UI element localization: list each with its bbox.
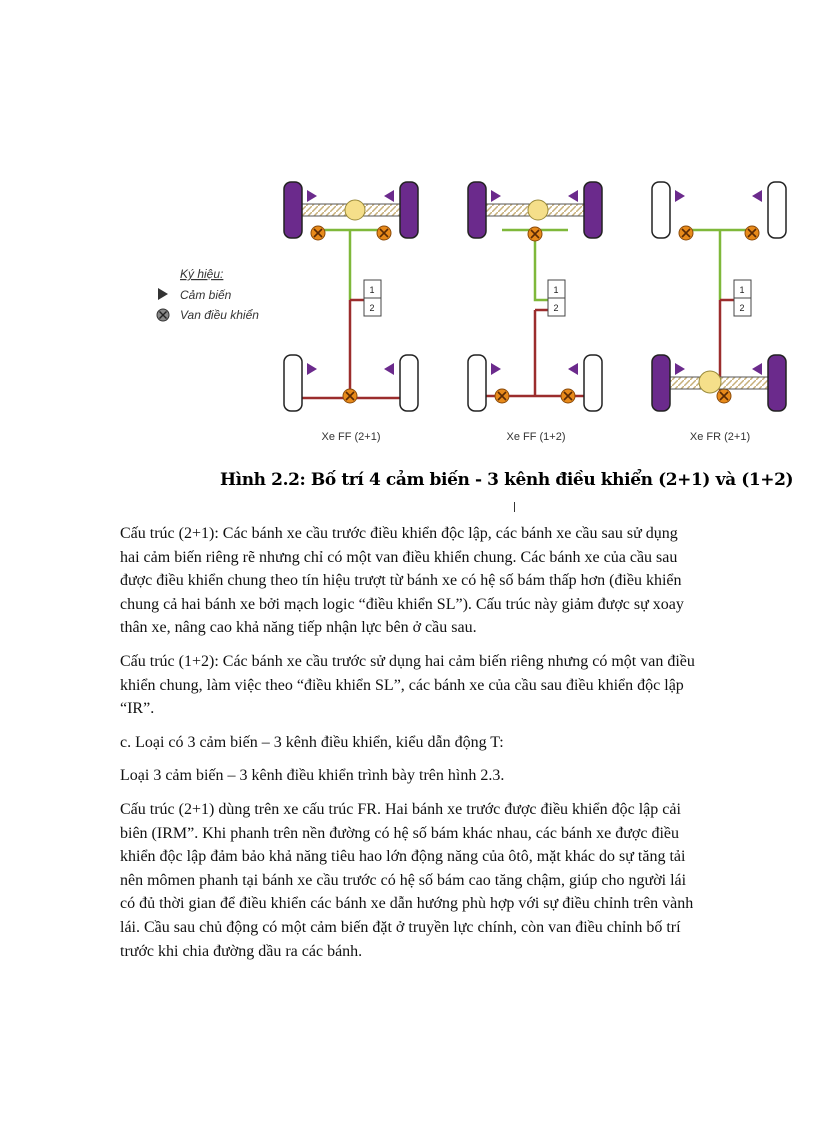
- paragraph: Cấu trúc (2+1) dùng trên xe cấu trúc FR. Hai bánh xe trước được điều khiển độc lập cải biên (IRM”. Khi phanh trên nền đường có hệ số bám khác nhau, các bánh xe được điều khiển độc lập đảm bảo khả năng tiêu hao lớn động năng của ôtô, mặt khác do sự tăng tải nên mômen phanh tại bánh xe cầu trước có hệ số bám cao tăng chậm, giúp cho người lái có đủ thời gian để điều khiển các bánh xe dẫn hướng phù hợp với sự điều chỉnh trên vành lái. Cầu sau chủ động có một cảm biến đặt ở truyền lực chính, còn van điều chỉnh bố trí trước khi chia đường dầu ra các bánh.: [120, 800, 694, 960]
- legend-valve-label: Van điều khiển: [180, 308, 259, 322]
- legend-sensor-label: Cảm biến: [180, 288, 232, 302]
- paragraph: Loại 3 cảm biến – 3 kênh điều khiển trình bày trên hình 2.3.: [120, 767, 505, 785]
- ecu-label: 2: [553, 303, 559, 313]
- valve-icon: [717, 389, 731, 403]
- sensor-icon: [675, 363, 685, 375]
- valve-icon: [561, 389, 575, 403]
- sensor-icon: [491, 190, 501, 202]
- sensor-icon: [384, 190, 394, 202]
- rear-right-wheel: [400, 355, 418, 411]
- valve-legend-icon: [157, 309, 169, 321]
- sensor-icon: [568, 190, 578, 202]
- ecu-label: 2: [369, 303, 375, 313]
- paragraph: c. Loại có 3 cảm biến – 3 kênh điều khiển, kiểu dẫn động T:: [120, 733, 504, 751]
- valve-icon: [679, 226, 693, 240]
- valve-icon: [528, 227, 542, 241]
- sensor-icon: [752, 363, 762, 375]
- diagram-ff-1-2: [468, 182, 602, 443]
- rear-left-wheel: [652, 355, 670, 411]
- diagram-ff-2-1: [284, 182, 418, 443]
- front-right-wheel: [400, 182, 418, 238]
- ecu-label: 2: [739, 303, 745, 313]
- diagram-label: Xe FR (2+1): [689, 431, 751, 443]
- valve-icon: [311, 226, 325, 240]
- differential: [528, 200, 548, 220]
- sensor-icon: [307, 363, 317, 375]
- ecu-label: 1: [553, 285, 559, 295]
- front-right-wheel: [584, 182, 602, 238]
- valve-icon: [745, 226, 759, 240]
- valve-icon: [377, 226, 391, 240]
- valve-icon: [343, 389, 357, 403]
- diagram-label: Xe FF (2+1): [321, 431, 381, 443]
- front-left-wheel: [652, 182, 670, 238]
- body-text: [120, 522, 700, 973]
- sensor-icon: [491, 363, 501, 375]
- ecu-label: 1: [369, 285, 375, 295]
- legend: [157, 267, 259, 322]
- front-left-wheel: [284, 182, 302, 238]
- front-left-wheel: [468, 182, 486, 238]
- sensor-icon: [384, 363, 394, 375]
- figure-caption: Hình 2.2: Bố trí 4 cảm biến - 3 kênh điều khiển (2+1) và (1+2): [220, 470, 794, 490]
- rear-brake-line: [486, 310, 584, 396]
- sensor-icon: [752, 190, 762, 202]
- diagram-fr-2-1: [652, 182, 786, 443]
- rear-brake-line: [300, 300, 400, 398]
- sensor-icon: [568, 363, 578, 375]
- abs-layout-figure: [150, 170, 810, 450]
- text-cursor: [514, 502, 515, 512]
- abs-diagram: [150, 170, 810, 450]
- rear-axle: [668, 377, 784, 389]
- paragraph: Cấu trúc (1+2): Các bánh xe cầu trước sử dụng hai cảm biến riêng nhưng có một van điều khiển chung, làm việc theo “điều khiển SL”, các bánh xe của cầu sau điều khiển độc lập “IR”.: [120, 652, 695, 718]
- sensor-icon: [675, 190, 685, 202]
- front-right-wheel: [768, 182, 786, 238]
- rear-left-wheel: [468, 355, 486, 411]
- differential: [345, 200, 365, 220]
- diagram-label: Xe FF (1+2): [506, 431, 566, 443]
- rear-left-wheel: [284, 355, 302, 411]
- differential: [699, 371, 721, 393]
- paragraph: Cấu trúc (2+1): Các bánh xe cầu trước điều khiển độc lập, các bánh xe cầu sau sử dụng hai cảm biến riêng rẽ nhưng chỉ có một van điều khiển chung. Các bánh xe của cầu sau được điều khiển chung theo tín hiệu trượt từ bánh xe có hệ số bám thấp hơn (điều khiển chung cả hai bánh xe bởi mạch logic “điều khiển SL”). Cấu trúc này giảm được sự xoay thân xe, nâng cao khả năng tiếp nhận lực bên ở cầu sau.: [120, 525, 684, 637]
- sensor-icon: [307, 190, 317, 202]
- ecu-label: 1: [739, 285, 745, 295]
- rear-right-wheel: [584, 355, 602, 411]
- rear-right-wheel: [768, 355, 786, 411]
- sensor-legend-icon: [158, 288, 168, 300]
- valve-icon: [495, 389, 509, 403]
- legend-title: Ký hiệu:: [180, 267, 224, 281]
